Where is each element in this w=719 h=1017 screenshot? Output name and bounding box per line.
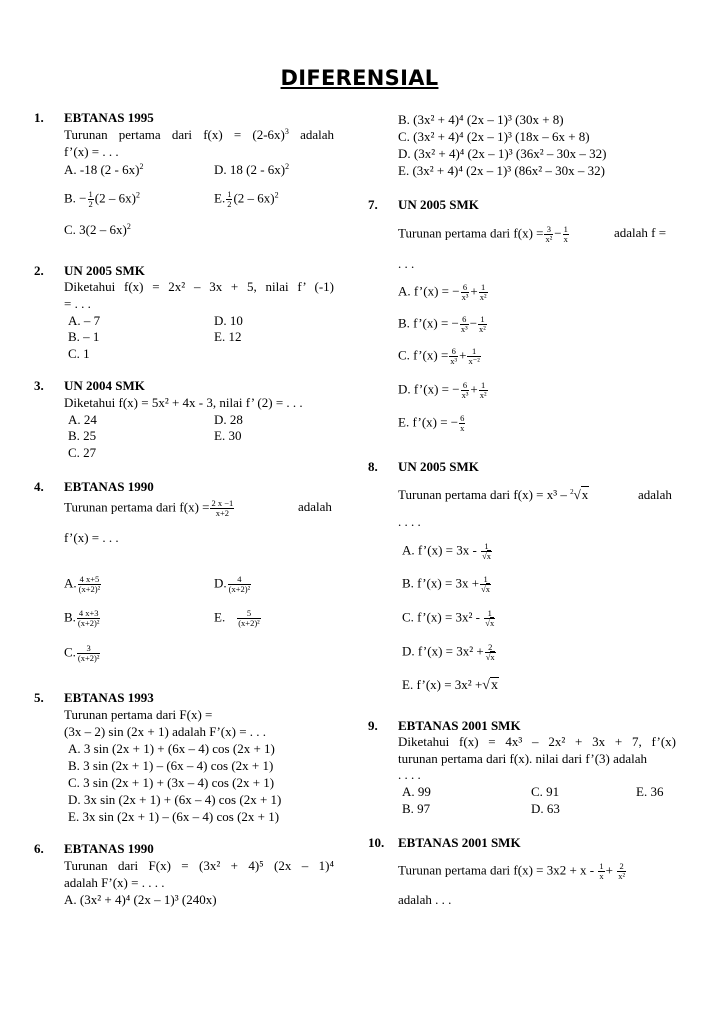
question-text: (3x – 2) sin (2x + 1) adalah F’(x) = . . . bbox=[64, 724, 267, 739]
option-a: A. 99 bbox=[402, 784, 431, 799]
question-number: 10. bbox=[368, 835, 385, 850]
option-d: D. 10 bbox=[214, 313, 243, 328]
option-c: C. 3 sin (2x + 1) + (3x – 4) cos (2x + 1) bbox=[68, 775, 275, 790]
option-b: B. (3x² + 4)⁴ (2x – 1)³ (30x + 8) bbox=[398, 112, 564, 127]
question-text: adalah F’(x) = . . . . bbox=[64, 875, 165, 890]
option-e: E. (3x² + 4)⁴ (2x – 1)³ (86x² – 30x – 32) bbox=[398, 163, 605, 178]
option-b: B. $\frac{4 x+3}{\text{(x+2)²}}$ bbox=[64, 608, 100, 628]
question-text: Turunan pertama dari f(x) = 3x2 + x - $\frac{1}{x}$ + $\frac{2}{\text{x²}}$ bbox=[398, 861, 626, 881]
question-text: Turunan pertama dari f(x) = x³ – $^2$√x bbox=[398, 487, 589, 502]
question-text: Diketahui f(x) = 4x³ – 2x² + 3x + 7, f’(x) bbox=[398, 734, 676, 749]
option-a: A. 3 sin (2x + 1) + (6x – 4) cos (2x + 1) bbox=[68, 741, 275, 756]
question-number: 9. bbox=[368, 718, 378, 733]
question-text: Turunan pertama dari f(x) = $\frac{2 x -1}{x+2}$ bbox=[64, 498, 234, 518]
option-b: B. 25 bbox=[68, 428, 97, 443]
question-number: 2. bbox=[34, 263, 44, 278]
question-text: f’(x) = . . . bbox=[64, 144, 119, 159]
question-text: . . . . bbox=[398, 767, 421, 782]
option-d: D. $\frac{4}{\text{(x+2)²}}$ bbox=[214, 574, 251, 594]
option-d: D. 18 (2 - 6x)$^2$ bbox=[214, 162, 290, 177]
question-number: 3. bbox=[34, 378, 44, 393]
option-c: C. 91 bbox=[531, 784, 560, 799]
option-a: A. f’(x) = − $\frac{6}{\text{x³}}$ + $\frac{1}{\text{x²}}$ bbox=[398, 282, 487, 302]
option-d: D. 28 bbox=[214, 412, 243, 427]
question-text: adalah bbox=[638, 487, 672, 502]
option-a: A. $\frac{4 x+5}{\text{(x+2)²}}$ bbox=[64, 574, 101, 594]
option-b: B. 97 bbox=[402, 801, 431, 816]
question-text: adalah . . . bbox=[398, 892, 452, 907]
question-text: adalah bbox=[298, 499, 332, 514]
question-source: EBTANAS 2001 SMK bbox=[398, 718, 521, 733]
question-source: UN 2005 SMK bbox=[398, 197, 479, 212]
question-source: EBTANAS 1995 bbox=[64, 110, 154, 125]
question-source: UN 2005 SMK bbox=[64, 263, 145, 278]
option-e: E. 30 bbox=[214, 428, 242, 443]
option-c: C. 27 bbox=[68, 445, 97, 460]
question-number: 7. bbox=[368, 197, 378, 212]
option-e: E. 3x sin (2x + 1) – (6x – 4) cos (2x + 1) bbox=[68, 809, 280, 824]
question-number: 4. bbox=[34, 479, 44, 494]
question-source: EBTANAS 2001 SMK bbox=[398, 835, 521, 850]
option-b: B. − $\frac{1}{2}$ (2 – 6x)$^2$ bbox=[64, 189, 140, 209]
option-e: E. $\frac{1}{2}$ (2 – 6x)$^2$ bbox=[214, 189, 279, 209]
option-d: D. 3x sin (2x + 1) + (6x – 4) cos (2x + 1) bbox=[68, 792, 282, 807]
option-a: A. f’(x) = 3x - $\frac{1}{√x}$ bbox=[402, 541, 492, 561]
option-c: C. f’(x) = 3x² - $\frac{1}{√x}$ bbox=[402, 608, 495, 628]
page-title: DIFERENSIAL bbox=[280, 66, 439, 90]
option-c: C. 3(2 – 6x)$^2$ bbox=[64, 222, 131, 237]
question-text: Diketahui f(x) = 5x² + 4x - 3, nilai f’ (2) = . . . bbox=[64, 395, 303, 410]
question-text: Turunan pertama dari f(x) = $\frac{3}{\text{x²}}$ − $\frac{1}{x}$ bbox=[398, 224, 568, 244]
question-source: EBTANAS 1993 bbox=[64, 690, 154, 705]
fraction: $\frac{2 x -1}{x+2}$ bbox=[211, 498, 234, 518]
option-e: E. f’(x) = − $\frac{6}{x}$ bbox=[398, 413, 465, 433]
option-a: A. (3x² + 4)⁴ (2x – 1)³ (240x) bbox=[64, 892, 217, 907]
option-b: B. – 1 bbox=[68, 329, 100, 344]
option-a: A. – 7 bbox=[68, 313, 101, 328]
question-text: Turunan pertama dari F(x) = bbox=[64, 707, 213, 722]
option-c: C. 1 bbox=[68, 346, 90, 361]
option-e: E. 12 bbox=[214, 329, 242, 344]
question-text: = . . . bbox=[64, 296, 91, 311]
option-c: C. f’(x) = $\frac{6}{\text{x³}}$ + $\frac{1}{\text{x⁻²}}$ bbox=[398, 346, 480, 366]
question-text: Diketahui f(x) = 2x² – 3x + 5, nilai f’ (-1) bbox=[64, 279, 334, 294]
option-b: B. f’(x) = 3x + $\frac{1}{√x}$ bbox=[402, 574, 491, 594]
question-number: 1. bbox=[34, 110, 44, 125]
question-source: EBTANAS 1990 bbox=[64, 479, 154, 494]
question-source: EBTANAS 1990 bbox=[64, 841, 154, 856]
question-text: adalah f = bbox=[614, 225, 667, 240]
option-d: D. f’(x) = 3x² + $\frac{2}{√x}$ bbox=[402, 642, 495, 662]
question-text: turunan pertama dari f(x). nilai dari f’(3) adalah bbox=[398, 751, 648, 766]
option-e: E. f’(x) = 3x² +√x bbox=[402, 677, 498, 693]
option-b: B. 3 sin (2x + 1) – (6x – 4) cos (2x + 1) bbox=[68, 758, 274, 773]
option-d: D. (3x² + 4)⁴ (2x – 1)³ (36x² – 30x – 32) bbox=[398, 146, 607, 161]
option-b: B. f’(x) = − $\frac{6}{\text{x³}}$ − $\frac{1}{\text{x²}}$ bbox=[398, 314, 486, 334]
option-a: A. 24 bbox=[68, 412, 97, 427]
question-number: 8. bbox=[368, 459, 378, 474]
question-text: Turunan dari F(x) = (3x² + 4)⁵ (2x – 1)⁴ bbox=[64, 858, 334, 873]
option-a: A. -18 (2 - 6x)$^2$ bbox=[64, 162, 144, 177]
question-number: 5. bbox=[34, 690, 44, 705]
question-number: 6. bbox=[34, 841, 44, 856]
question-source: UN 2004 SMK bbox=[64, 378, 145, 393]
option-e: E. $\frac{5}{\text{(x+2)²}}$ bbox=[214, 608, 260, 628]
option-e: E. 36 bbox=[636, 784, 664, 799]
option-d: D. 63 bbox=[531, 801, 560, 816]
question-text: . . . bbox=[398, 256, 415, 271]
option-d: D. f’(x) = − $\frac{6}{\text{x³}}$ + $\frac{1}{\text{x²}}$ bbox=[398, 380, 487, 400]
question-source: UN 2005 SMK bbox=[398, 459, 479, 474]
question-text: . . . . bbox=[398, 514, 421, 529]
option-c: C. $\frac{3}{\text{(x+2)²}}$ bbox=[64, 643, 100, 663]
option-c: C. (3x² + 4)⁴ (2x – 1)³ (18x – 6x + 8) bbox=[398, 129, 590, 144]
question-text: f’(x) = . . . bbox=[64, 530, 119, 545]
question-text: Turunan pertama dari $f(x) = (2-6x)^3$ adalah bbox=[64, 127, 334, 142]
